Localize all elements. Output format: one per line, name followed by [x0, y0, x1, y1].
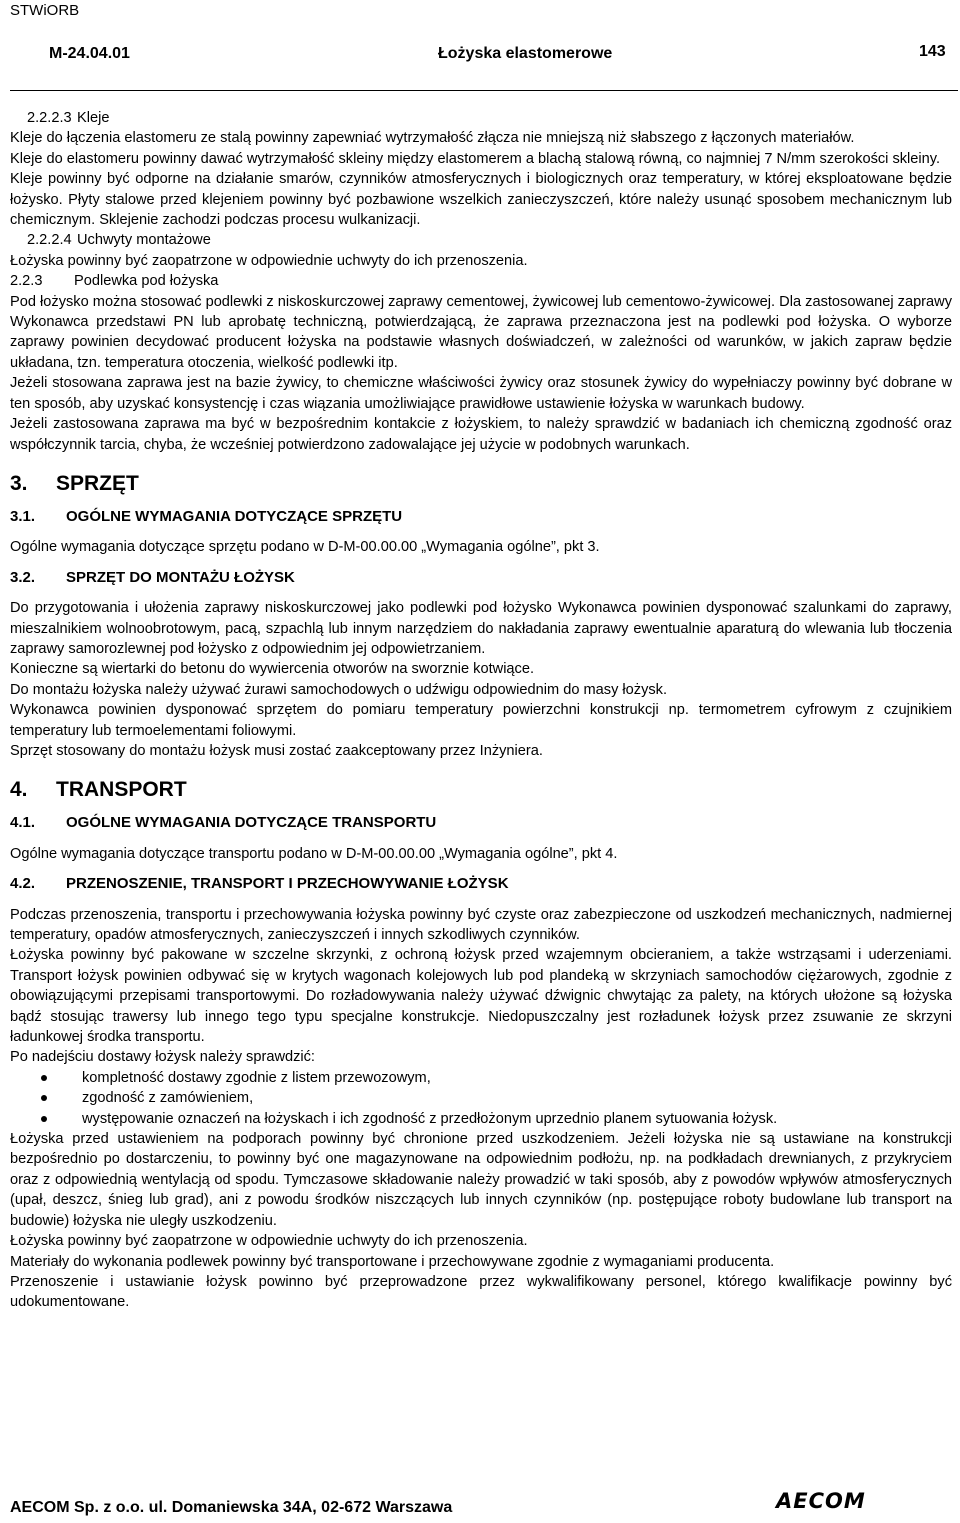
- paragraph: Podczas przenoszenia, transportu i przechowywania łożyska powinny być czyste oraz zabezpieczone od uszkodzeń mechanicznych, nadmiernej temperatury, opadów atmosferycznych, zanieczyszczeń i innych szkodliwych czynników.: [10, 906, 952, 943]
- paragraph: Ogólne wymagania dotyczące sprzętu podano w D-M-00.00.00 „Wymagania ogólne”, pkt 3.: [10, 539, 600, 556]
- section-heading-2224: 2.2.2.4 Uchwyty montażowe: [27, 232, 211, 249]
- chapter-heading-3: 3. SPRZĘT: [10, 471, 139, 495]
- section-heading-32: 3.2. SPRZĘT DO MONTAŻU ŁOŻYSK: [10, 568, 295, 586]
- paragraph: Po nadejściu dostawy łożysk należy sprawdzić:: [10, 1049, 315, 1066]
- paragraph: Jeżeli zastosowana zaprawa ma być w bezpośrednim kontakcie z łożyskiem, to należy sprawdzić w badaniach ich chemiczną zgodność oraz współczynnik tarcia, chyba, że wcześniej potwierdzono zadowalające jej użycie w podobnych warunkach.: [10, 416, 952, 453]
- paragraph: Do przygotowania i ułożenia zaprawy niskoskurczowej jako podlewki pod łożysko Wykonawca powinien dysponować szalunkami do zaprawy, mieszalnikiem wolnoobrotowym, pacą, szpachlą lub innym narzędziem do nakładania zaprawy ewentualnie aparaturą do wlewania lub tłoczenia zaprawy samorozlewnej pod łożysko z odpowiednim jej odpowietrzaniem.: [10, 600, 952, 657]
- paragraph: Kleje do łączenia elastomeru ze stalą powinny zapewniać wytrzymałość złącza nie mniejszą niż słabszego z łączonych materiałów.: [10, 130, 855, 147]
- document-title: Łożyska elastomerowe: [438, 45, 613, 62]
- paragraph: Pod łożysko można stosować podlewki z niskoskurczowej zaprawy cementowej, żywicowej lub cementowo-żywicowej. Dla zastosowanej zaprawy Wykonawca przedstawi PN lub aprobatę techniczną, potwierdzającą, że zaprawa przeznaczona jest na podlewki pod łożyska. O wyborze zaprawy powinien decydować producent łożyska na podstawie własnych doświadczeń, w zależności od warunków, w jakich zapraw będzie układana, tzn. temperatura otoczenia, wielkość podlewki itp.: [10, 293, 952, 371]
- page-number: 143: [919, 43, 946, 60]
- paragraph: Łożyska przed ustawieniem na podporach powinny być chronione przed uszkodzeniem. Jeżeli łożyska nie są ustawiane na konstrukcji bezpośrednio po dostarczeniu, to powinny być one magazynowane na odpowiednim podłożu, np. na podkładach drewnianych, z przykryciem oraz z odpowiednią wentylacją od spodu. Tymczasowe składowanie należy prowadzić w taki sposób, aby z powodów wpływów atmosferycznych (upał, deszcz, śnieg lub grad), ani z powodu środków niszczących lub innych czynników (np. postępujące roboty budowlane lub transport na budowie) łożyska nie uległy uszkodzeniu.: [10, 1131, 952, 1229]
- chapter-heading-4: 4. TRANSPORT: [10, 778, 187, 802]
- section-heading-2223: 2.2.2.3 Kleje: [27, 110, 110, 126]
- section-heading-42: 4.2. PRZENOSZENIE, TRANSPORT I PRZECHOWYWANIE ŁOŻYSK: [10, 875, 509, 893]
- paragraph: Sprzęt stosowany do montażu łożysk musi zostać zaakceptowany przez Inżyniera.: [10, 742, 543, 759]
- paragraph: Kleje do elastomeru powinny dawać wytrzymałość skleiny między elastomerem a blachą stalową równą, co najmniej 7 N/mm szerokości skleiny.: [10, 150, 941, 167]
- paragraph: Ogólne wymagania dotyczące transportu podano w D-M-00.00.00 „Wymagania ogólne”, pkt 4.: [10, 845, 618, 862]
- organization-name: STWiORB: [10, 2, 80, 19]
- paragraph: Łożyska powinny być zaopatrzone w odpowiednie uchwyty do ich przenoszenia.: [10, 1233, 528, 1250]
- footer-address: AECOM Sp. z o.o. ul. Domaniewska 34A, 02-672 Warszawa: [10, 1499, 453, 1516]
- paragraph: Kleje powinny być odporne na działanie smarów, czynników atmosferycznych i biologicznych oraz temperatury, w której eksploatowane będzie łożysko. Płyty stalowe przed klejeniem powinny być pozbawione wszelkich zanieczyszczeń, które należy usunąć sposobem mechanicznym lub chemicznym. Sklejenie zachodzi podczas procesu wulkanizacji.: [10, 171, 952, 229]
- paragraph: Jeżeli stosowana zaprawa jest na bazie żywicy, to chemiczne właściwości żywicy oraz stosunek żywicy do wypełniaczy powinny być dobrane w ten sposób, aby uzyskać konsystencję i czas wiązania umożliwiające prawidłowe ustawienie łożyska w warunkach budowy.: [10, 375, 952, 412]
- paragraph: Łożyska powinny być zaopatrzone w odpowiednie uchwyty do ich przenoszenia.: [10, 252, 528, 269]
- section-heading-223: 2.2.3 Podlewka pod łożyska: [10, 273, 219, 290]
- list-item: zgodność z zamówieniem,: [10, 1088, 952, 1108]
- logo-text: AECOM: [776, 1489, 866, 1513]
- paragraph: Konieczne są wiertarki do betonu do wywiercenia otworów na sworznie kotwiące.: [10, 661, 535, 678]
- paragraph: Przenoszenie i ustawianie łożysk powinno być przeprowadzone przez wykwalifikowany personel, którego kwalifikacje powinny być udokumentowane.: [10, 1273, 952, 1311]
- paragraph: Materiały do wykonania podlewek powinny być transportowane i przechowywane zgodnie z wymaganiami producenta.: [10, 1253, 775, 1270]
- check-list: [10, 1068, 952, 1129]
- paragraph: Łożyska powinny być pakowane w szczelne skrzynki, z ochroną łożysk przed wzajemnym obcieraniem, a także wstrząsami i uderzeniami. Transport łożysk powinien odbywać się w krytych wagonach kolejowych lub pod plandeką w skrzyniach samochodów ciężarowych, zgodnie z obowiązującymi przepisami transportowymi. Do rozładowywania należy używać dźwignic chwytając za palety, na których ułożone są łożyska bądź stosując trawersy lub innego tego typu specjalne konstrukcje. Niedopuszczalny jest rozładunek łożysk przez zsuwanie ze skrzyni ładunkowej środka transportu.: [10, 947, 952, 1046]
- list-item: kompletność dostawy zgodnie z listem przewozowym,: [10, 1068, 952, 1088]
- paragraph: Wykonawca powinien dysponować sprzętem do pomiaru temperatury powierzchni konstrukcji np. termometrem cyfrowym z czujnikiem temperatury lub termoelementami foliowymi.: [10, 702, 952, 739]
- section-heading-41: 4.1. OGÓLNE WYMAGANIA DOTYCZĄCE TRANSPORTU: [10, 814, 437, 832]
- aecom-logo: [776, 1489, 886, 1511]
- list-item: występowanie oznaczeń na łożyskach i ich zgodność z przedłożonym uprzednio planem sytuowania łożysk.: [10, 1109, 952, 1129]
- section-heading-31: 3.1. OGÓLNE WYMAGANIA DOTYCZĄCE SPRZĘTU: [10, 507, 403, 525]
- paragraph: Do montażu łożyska należy używać żurawi samochodowych o udźwigu odpowiednim do masy łożysk.: [10, 681, 668, 698]
- document-code: M-24.04.01: [49, 45, 130, 62]
- document-body: [10, 108, 952, 1313]
- header-divider: [10, 90, 958, 91]
